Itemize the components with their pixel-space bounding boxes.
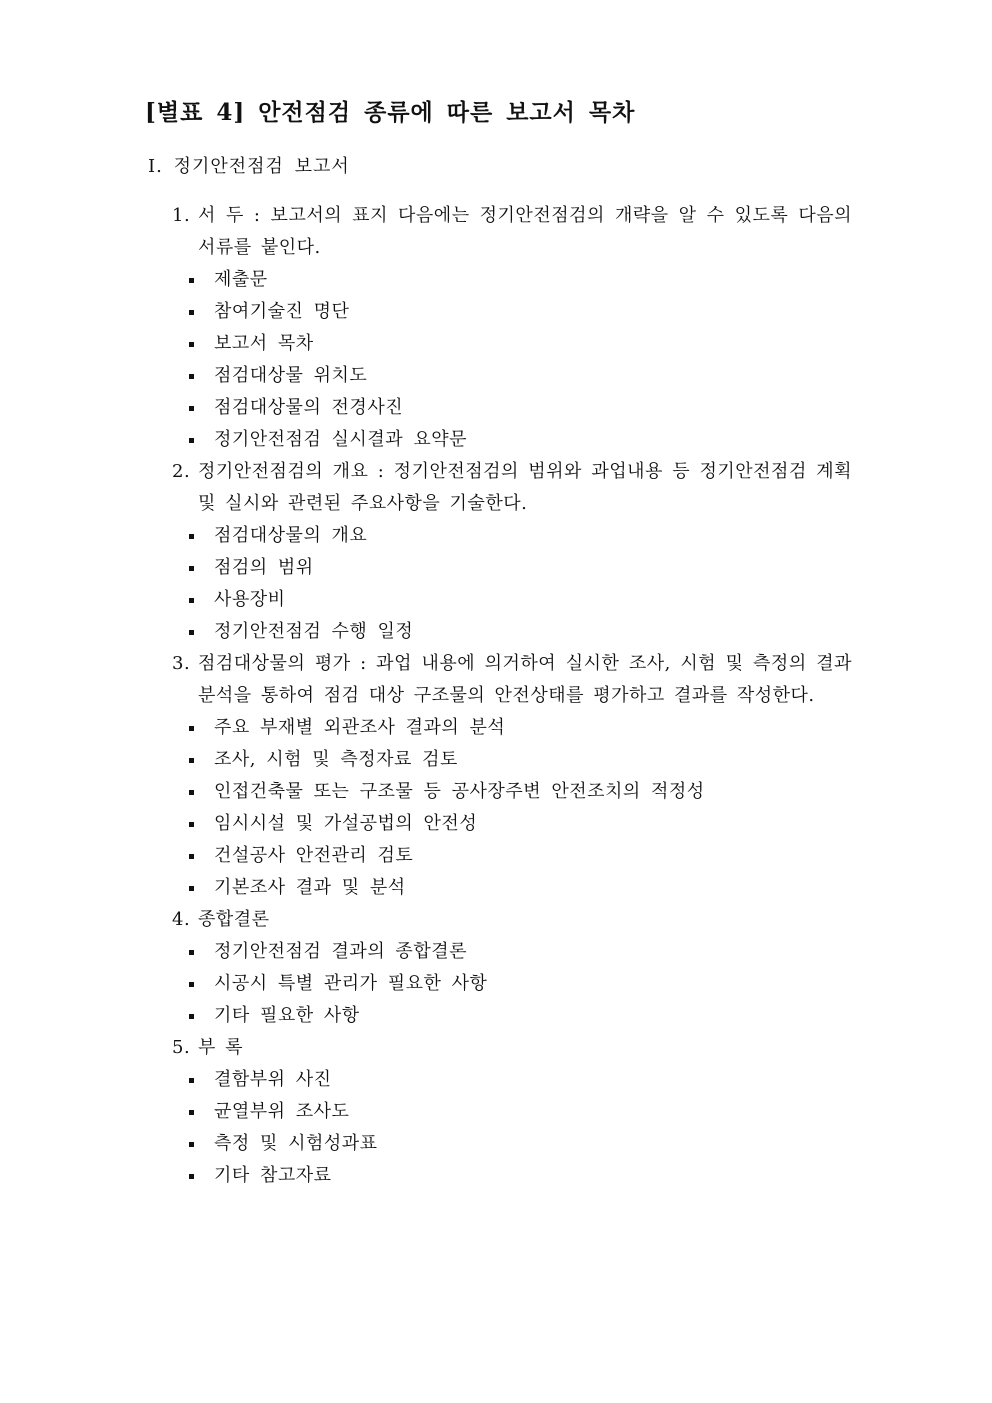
list-item <box>172 296 852 328</box>
section-heading <box>172 904 852 936</box>
square-bullet-icon <box>189 1014 194 1019</box>
list-item <box>172 616 852 648</box>
square-bullet-icon <box>189 854 194 859</box>
list-item-text: 참여기술진 명단 <box>214 301 350 322</box>
section-heading <box>172 456 852 520</box>
list-item-text: 점검대상물의 개요 <box>214 525 368 546</box>
bullet-list <box>172 936 852 1032</box>
list-item-text: 기타 필요한 사항 <box>214 1005 360 1026</box>
section-heading <box>172 1032 852 1064</box>
list-item <box>172 552 852 584</box>
list-item-text: 균열부위 조사도 <box>214 1101 350 1122</box>
list-item-text: 결함부위 사진 <box>214 1069 332 1090</box>
section-text: 점검대상물의 평가 : 과업 내용에 의거하여 실시한 조사, 시험 및 측정의 결과분석을 통하여 점검 대상 구조물의 안전상태를 평가하고 결과를 작성한다. <box>198 653 852 706</box>
section-4 <box>172 904 852 1032</box>
list-item <box>172 328 852 360</box>
square-bullet-icon <box>189 406 194 411</box>
square-bullet-icon <box>189 438 194 443</box>
list-item <box>172 1096 852 1128</box>
list-item-text: 기본조사 결과 및 분석 <box>214 877 406 898</box>
square-bullet-icon <box>189 1174 194 1179</box>
list-item <box>172 744 852 776</box>
section-text: 종합결론 <box>198 909 270 930</box>
list-item-text: 점검대상물의 전경사진 <box>214 397 404 418</box>
section-number: 3. <box>172 653 191 674</box>
list-item <box>172 424 852 456</box>
square-bullet-icon <box>189 726 194 731</box>
list-item <box>172 360 852 392</box>
report-outline <box>172 200 852 1192</box>
square-bullet-icon <box>189 758 194 763</box>
section-5 <box>172 1032 852 1192</box>
square-bullet-icon <box>189 534 194 539</box>
square-bullet-icon <box>189 310 194 315</box>
list-item-text: 제출문 <box>214 269 268 290</box>
list-item-text: 임시시설 및 가설공법의 안전성 <box>214 813 478 834</box>
list-item-text: 기타 참고자료 <box>214 1165 332 1186</box>
section-number: 1. <box>172 205 191 226</box>
square-bullet-icon <box>189 566 194 571</box>
list-item-text: 보고서 목차 <box>214 333 314 354</box>
list-item-text: 정기안전점검 결과의 종합결론 <box>214 941 467 962</box>
section-text: 서 두 : 보고서의 표지 다음에는 정기안전점검의 개략을 알 수 있도록 다음의 서류를 붙인다. <box>198 205 852 258</box>
part-heading <box>148 152 350 178</box>
section-text: 정기안전점검의 개요 : 정기안전점검의 범위와 과업내용 등 정기안전점검 계획 및 실시와 관련된 주요사항을 기술한다. <box>198 461 852 514</box>
square-bullet-icon <box>189 374 194 379</box>
list-item-text: 인접건축물 또는 구조물 등 공사장주변 안전조치의 적정성 <box>214 781 705 802</box>
square-bullet-icon <box>189 950 194 955</box>
section-text: 부 록 <box>198 1037 243 1058</box>
list-item-text: 정기안전점검 수행 일정 <box>214 621 414 642</box>
list-item-text: 정기안전점검 실시결과 요약문 <box>214 429 467 450</box>
list-item <box>172 872 852 904</box>
list-item <box>172 1128 852 1160</box>
section-heading <box>172 648 852 712</box>
square-bullet-icon <box>189 982 194 987</box>
list-item <box>172 776 852 808</box>
list-item <box>172 1064 852 1096</box>
list-item <box>172 712 852 744</box>
square-bullet-icon <box>189 630 194 635</box>
list-item-text: 시공시 특별 관리가 필요한 사항 <box>214 973 488 994</box>
list-item <box>172 584 852 616</box>
list-item-text: 조사, 시험 및 측정자료 검토 <box>214 749 458 770</box>
list-item-text: 측정 및 시험성과표 <box>214 1133 378 1154</box>
bullet-list <box>172 712 852 904</box>
part-text: 정기안전점검 보고서 <box>173 156 350 177</box>
section-1 <box>172 200 852 456</box>
document-title: [별표 4] 안전점검 종류에 따른 보고서 목차 <box>145 99 636 126</box>
list-item <box>172 520 852 552</box>
list-item-text: 사용장비 <box>214 589 286 610</box>
list-item <box>172 968 852 1000</box>
section-heading <box>172 200 852 264</box>
list-item <box>172 1160 852 1192</box>
part-label: Ⅰ. <box>148 156 163 177</box>
list-item <box>172 1000 852 1032</box>
bullet-list <box>172 520 852 648</box>
square-bullet-icon <box>189 278 194 283</box>
list-item <box>172 808 852 840</box>
list-item-text: 건설공사 안전관리 검토 <box>214 845 414 866</box>
square-bullet-icon <box>189 1110 194 1115</box>
list-item-text: 점검의 범위 <box>214 557 314 578</box>
list-item-text: 점검대상물 위치도 <box>214 365 368 386</box>
section-2 <box>172 456 852 648</box>
square-bullet-icon <box>189 342 194 347</box>
list-item <box>172 264 852 296</box>
square-bullet-icon <box>189 598 194 603</box>
section-number: 4. <box>172 909 191 930</box>
bullet-list <box>172 1064 852 1192</box>
section-number: 5. <box>172 1037 191 1058</box>
list-item <box>172 392 852 424</box>
square-bullet-icon <box>189 790 194 795</box>
bullet-list <box>172 264 852 456</box>
section-number: 2. <box>172 461 191 482</box>
section-3 <box>172 648 852 904</box>
list-item-text: 주요 부재별 외관조사 결과의 분석 <box>214 717 506 738</box>
square-bullet-icon <box>189 1078 194 1083</box>
square-bullet-icon <box>189 822 194 827</box>
list-item <box>172 936 852 968</box>
list-item <box>172 840 852 872</box>
square-bullet-icon <box>189 1142 194 1147</box>
square-bullet-icon <box>189 886 194 891</box>
